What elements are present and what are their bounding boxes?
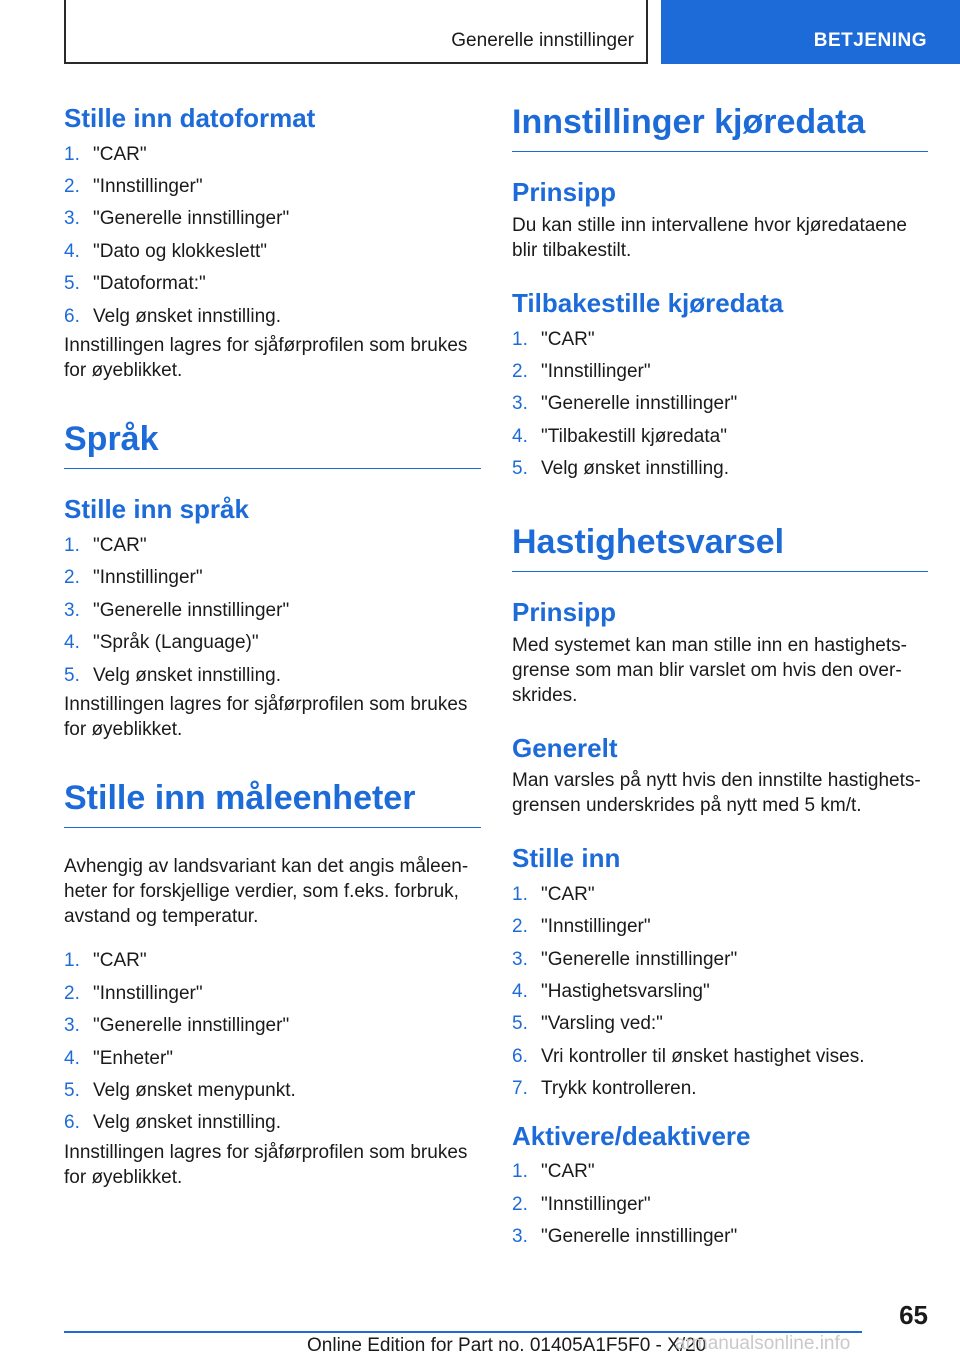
- step-number: 1.: [64, 950, 80, 972]
- step-text: "Tilbakestill kjøredata": [541, 425, 727, 447]
- list-item: [64, 171, 481, 203]
- tripdata-reset-heading: Tilbakestille kjøredata: [512, 287, 784, 318]
- step-number: 1.: [64, 143, 80, 165]
- step-text: Trykk kontrolleren.: [541, 1078, 697, 1100]
- tripdata-reset-steps: [512, 324, 928, 486]
- list-item: [64, 203, 481, 235]
- speedwarning-title: Hastighetsvarsel: [512, 524, 928, 572]
- step-number: 3.: [64, 599, 80, 621]
- list-item: [64, 1010, 481, 1042]
- step-number: 5.: [64, 273, 80, 295]
- list-item: [64, 627, 481, 659]
- step-number: 3.: [64, 208, 80, 230]
- list-item: [512, 356, 928, 388]
- list-item: [512, 1008, 928, 1040]
- step-number: 1.: [512, 328, 528, 350]
- list-item: [512, 1221, 928, 1253]
- step-text: "CAR": [93, 143, 147, 165]
- speedwarning-general-text: Man varsles på nytt hvis den innstilte hastighetsgrensen underskrides på nytt med 5 km/t.: [512, 770, 921, 817]
- speedwarning-principle-text: Med systemet kan man stille inn en hastighetsgrense som man blir varslet om hvis den overskrides.: [512, 634, 907, 706]
- step-number: 6.: [64, 1112, 80, 1134]
- list-item: [512, 1156, 928, 1188]
- list-item: [64, 978, 481, 1010]
- step-number: 2.: [512, 1193, 528, 1215]
- language-note: Innstillingen lagres for sjåførprofilen som brukes for øyeblikket.: [64, 694, 468, 741]
- header-section-tab: [661, 0, 960, 64]
- list-item: [64, 1043, 481, 1075]
- list-item: [512, 944, 928, 976]
- step-text: "Generelle innstillinger": [93, 599, 290, 621]
- step-text: Velg ønsket innstilling.: [93, 1112, 281, 1134]
- units-title: Stille inn måleenheter: [64, 780, 481, 828]
- step-number: 2.: [512, 916, 528, 938]
- left-column: [64, 104, 481, 1190]
- units-note: Innstillingen lagres for sjåførprofilen som brukes for øyeblikket.: [64, 1141, 468, 1188]
- dateformat-note: Innstillingen lagres for sjåførprofilen som brukes for øyeblikket.: [64, 335, 468, 382]
- list-item: [64, 1075, 481, 1107]
- step-number: 5.: [512, 458, 528, 480]
- step-text: "Innstillinger": [541, 360, 651, 382]
- right-column: [512, 104, 928, 1253]
- step-text: "Generelle innstillinger": [541, 948, 738, 970]
- step-text: "Innstillinger": [93, 982, 203, 1004]
- step-number: 2.: [64, 982, 80, 1004]
- step-text: "CAR": [541, 1161, 595, 1183]
- list-item: [64, 530, 481, 562]
- step-number: 5.: [64, 664, 80, 686]
- list-item: [64, 660, 481, 692]
- list-item: [512, 388, 928, 420]
- step-text: "Innstillinger": [93, 176, 203, 197]
- step-number: 4.: [512, 425, 528, 447]
- step-text: "Generelle innstillinger": [93, 208, 290, 230]
- step-text: "Generelle innstillinger": [93, 1015, 290, 1037]
- list-item: [512, 324, 928, 356]
- step-text: "Datoformat:": [93, 273, 206, 295]
- step-number: 3.: [64, 1015, 80, 1037]
- step-number: 3.: [512, 948, 528, 970]
- tripdata-title: Innstillinger kjøredata: [512, 104, 928, 152]
- step-text: Vri kontroller til ønsket hastighet vises.: [541, 1045, 865, 1067]
- step-text: "Enheter": [93, 1047, 174, 1069]
- step-text: "CAR": [93, 950, 147, 972]
- tripdata-principle-heading: Prinsipp: [512, 177, 617, 208]
- step-number: 5.: [512, 1013, 528, 1035]
- list-item: [512, 911, 928, 943]
- language-heading: Stille inn språk: [64, 494, 249, 525]
- list-item: [64, 1107, 481, 1139]
- dateformat-heading: Stille inn datoformat: [64, 103, 316, 133]
- step-number: 4.: [64, 632, 80, 654]
- step-text: "CAR": [541, 883, 595, 905]
- step-text: Velg ønsket innstilling.: [541, 458, 729, 480]
- step-number: 6.: [512, 1045, 528, 1067]
- step-number: 4.: [64, 1047, 80, 1069]
- step-number: 1.: [512, 883, 528, 905]
- speedwarning-toggle-heading: Aktivere/deaktivere: [512, 1120, 751, 1151]
- step-number: 4.: [64, 240, 80, 262]
- step-text: "Dato og klokkeslett": [93, 240, 268, 262]
- list-item: [512, 1189, 928, 1221]
- list-item: [512, 453, 928, 485]
- units-intro: Avhengig av landsvariant kan det angis måleenheter for forskjellige verdier, som f.eks. forbruk, avstand og temperatur.: [64, 856, 469, 928]
- list-item: [512, 1041, 928, 1073]
- list-item: [512, 879, 928, 911]
- dateformat-steps: [64, 139, 481, 333]
- step-text: Velg ønsket menypunkt.: [93, 1080, 296, 1102]
- step-number: 4.: [512, 981, 528, 1002]
- list-item: [64, 236, 481, 268]
- tripdata-principle-text: Du kan stille inn intervallene hvor kjøredataene blir tilbakestilt.: [512, 214, 907, 261]
- list-item: [512, 976, 928, 1008]
- step-number: 5.: [64, 1080, 80, 1102]
- step-number: 3.: [512, 393, 528, 415]
- step-number: 7.: [512, 1078, 528, 1100]
- step-number: 1.: [512, 1161, 528, 1183]
- step-number: 2.: [64, 567, 80, 589]
- step-text: "Innstillinger": [541, 1193, 651, 1215]
- language-steps: [64, 530, 481, 692]
- step-text: "CAR": [541, 328, 595, 350]
- step-number: 2.: [512, 360, 528, 382]
- list-item: [512, 421, 928, 453]
- speedwarning-setup-heading: Stille inn: [512, 843, 621, 874]
- step-number: 1.: [64, 535, 80, 557]
- step-number: 3.: [512, 1226, 528, 1248]
- step-text: "Generelle innstillinger": [541, 393, 738, 415]
- step-number: 2.: [64, 176, 80, 197]
- step-text: "Generelle innstillinger": [541, 1226, 738, 1248]
- list-item: [64, 945, 481, 977]
- step-text: "Varsling ved:": [541, 1013, 663, 1035]
- step-text: "Språk (Language)": [93, 632, 259, 654]
- list-item: [512, 1073, 928, 1105]
- step-number: 6.: [64, 305, 80, 327]
- page-number: 65: [899, 1300, 928, 1330]
- list-item: [64, 268, 481, 300]
- units-steps: [64, 945, 481, 1139]
- list-item: [64, 139, 481, 171]
- step-text: "CAR": [93, 535, 147, 557]
- step-text: "Innstillinger": [541, 916, 651, 938]
- speedwarning-principle-heading: Prinsipp: [512, 597, 617, 627]
- step-text: Velg ønsket innstilling.: [93, 305, 281, 327]
- step-text: "Innstillinger": [93, 567, 203, 589]
- header-chapter-box: [64, 0, 648, 64]
- section-label: BETJENING: [813, 30, 927, 51]
- chapter-title: Generelle innstillinger: [451, 30, 634, 51]
- language-title: Språk: [64, 421, 481, 469]
- footer-edition: Online Edition for Part no. 01405A1F5F0 - X/20: [307, 1335, 707, 1356]
- list-item: [64, 562, 481, 594]
- step-text: "Hastighetsvarsling": [541, 981, 710, 1002]
- speedwarning-general-heading: Generelt: [512, 732, 618, 763]
- list-item: [64, 595, 481, 627]
- step-text: Velg ønsket innstilling.: [93, 664, 281, 686]
- speedwarning-toggle-steps: [512, 1156, 928, 1253]
- watermark: armanualsonline.info: [675, 1333, 851, 1354]
- speedwarning-setup-steps: [512, 879, 928, 1106]
- list-item: [64, 301, 481, 333]
